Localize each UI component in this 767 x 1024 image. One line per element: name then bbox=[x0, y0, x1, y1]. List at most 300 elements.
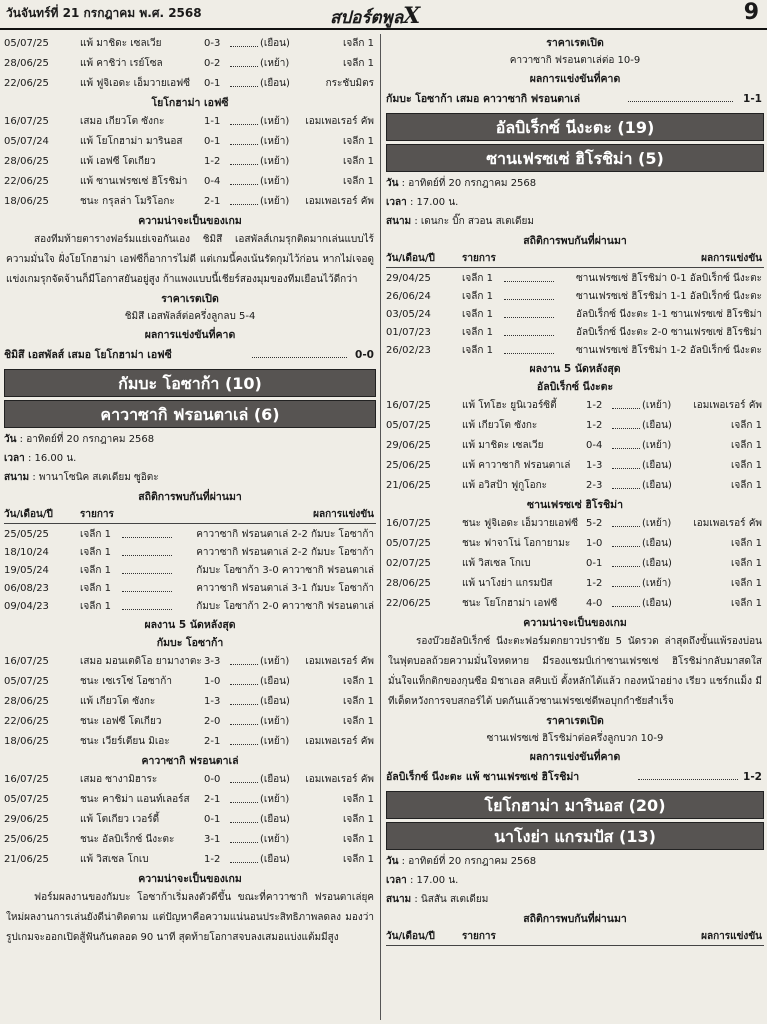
result-row bbox=[4, 192, 376, 212]
issue-date: วันจันทร์ที่ 21 กรกฎาคม พ.ศ. 2568 bbox=[6, 6, 202, 20]
result-venue: (เยือน) bbox=[260, 676, 290, 687]
dot-leader bbox=[628, 93, 733, 102]
team-banner-home: โยโกฮาม่า มารินอส (20) bbox=[386, 791, 764, 819]
dot-leader bbox=[122, 583, 172, 592]
result-row bbox=[386, 476, 764, 496]
result-row bbox=[4, 152, 376, 172]
result-fixture: แพ้ คาชิว่า เรย์โซล bbox=[80, 58, 163, 69]
match-day bbox=[386, 853, 764, 872]
time-label: เวลา bbox=[4, 453, 25, 464]
dot-leader bbox=[230, 854, 258, 863]
result-score: 0-1 bbox=[204, 814, 221, 825]
result-competition: เอมเพอเรอร์ คัพ bbox=[305, 116, 374, 127]
prediction-row bbox=[386, 88, 764, 110]
result-score: 0-4 bbox=[586, 440, 603, 451]
kawasaki-results bbox=[4, 770, 376, 870]
chance-title: ความน่าจะเป็นของเกม bbox=[138, 215, 242, 227]
h2h-header bbox=[386, 250, 764, 268]
dot-leader bbox=[230, 676, 258, 685]
h2h-row bbox=[386, 324, 764, 342]
right-column bbox=[386, 34, 764, 1020]
result-row bbox=[4, 54, 376, 74]
match-time bbox=[386, 872, 764, 891]
prediction2-title: ผลการแข่งขันที่คาด bbox=[529, 751, 621, 763]
dot-leader bbox=[230, 136, 258, 145]
result-venue: (เหย้า) bbox=[260, 136, 290, 147]
dot-leader bbox=[612, 480, 640, 489]
h2h-result: อัลบิเร็กซ์ นีงะตะ 1-1 ซานเฟรซเซ่ ฮิโรชิม่า bbox=[575, 309, 762, 320]
albirex-title: อัลบิเร็กซ์ นีงะตะ bbox=[536, 381, 614, 393]
result-venue: (เยือน) bbox=[642, 538, 672, 549]
h2h-col-result: ผลการแข่งขัน bbox=[313, 509, 374, 520]
result-score: 0-0 bbox=[204, 774, 221, 785]
h2h-competition: เจลีก 1 bbox=[462, 345, 494, 356]
h2h-date: 29/04/25 bbox=[386, 273, 431, 284]
result-competition: เจลีก 1 bbox=[342, 176, 374, 187]
result-competition: เจลีก 1 bbox=[730, 460, 762, 471]
dot-leader bbox=[504, 345, 554, 354]
prediction2-score: 1-2 bbox=[743, 771, 762, 783]
h2h-result: กัมบะ โอซาก้า 3-0 คาวาซากิ ฟรอนตาเล่ bbox=[196, 565, 374, 576]
result-row bbox=[4, 132, 376, 152]
chance-text: สองทีมท้ายตารางฟอร์มแย่เจอกันเอง ชิมิสึ เอสพัลส์เกมรุกติดมากเล่นแบบไร้ความมั่นใจ ฝั่งโยโกฮาม่า เอฟซีก็อาการไม่ดี แต่เกมนี้คงเน้นรัดกุมไว้ก่อน หากไม่เจอดูแข่งเกมรุกจัดจ้านก็มีโอกาสยันอยู่สูง ก้าแพงแบบนี้เชียร์สองมุมของทีมเยือนไว้ดีกว่า bbox=[6, 234, 374, 285]
result-score: 0-1 bbox=[204, 78, 221, 89]
result-date: 29/06/25 bbox=[386, 440, 431, 451]
prediction-title: ผลการแข่งขันที่คาด bbox=[529, 73, 621, 85]
dot-leader bbox=[504, 327, 554, 336]
h2h-competition: เจลีก 1 bbox=[80, 529, 112, 540]
dot-leader bbox=[612, 518, 640, 527]
h2h-row bbox=[386, 270, 764, 288]
dot-leader bbox=[504, 273, 554, 282]
result-competition: เจลีก 1 bbox=[730, 538, 762, 549]
dot-leader bbox=[230, 696, 258, 705]
result-venue: (เหย้า) bbox=[260, 196, 290, 207]
brand-name: สปอร์ตพูล bbox=[330, 8, 404, 28]
dot-leader bbox=[122, 601, 172, 610]
result-venue: (เหย้า) bbox=[642, 578, 672, 589]
result-fixture: แพ้ ซานเฟรซเซ่ ฮิโรชิม่า bbox=[80, 176, 188, 187]
result-date: 16/07/25 bbox=[4, 656, 49, 667]
h2h-date: 26/06/24 bbox=[386, 291, 431, 302]
result-venue: (เหย้า) bbox=[260, 834, 290, 845]
dot-leader bbox=[230, 656, 258, 665]
result-fixture: เสมอ ซางามิฮาระ bbox=[80, 774, 158, 785]
h2h-col-list: รายการ bbox=[80, 509, 114, 520]
result-fixture: เสมอ มอนเตดิโอ ยามางาตะ bbox=[80, 656, 202, 667]
result-competition: เจลีก 1 bbox=[730, 480, 762, 491]
day-label: วัน bbox=[386, 178, 399, 189]
result-date: 22/06/25 bbox=[4, 176, 49, 187]
brand-logo bbox=[330, 3, 420, 29]
result-row bbox=[386, 534, 764, 554]
dot-leader bbox=[230, 78, 258, 87]
result-competition: เจลีก 1 bbox=[730, 598, 762, 609]
result-row bbox=[4, 74, 376, 94]
result-row bbox=[4, 732, 376, 752]
result-venue: (เยือน) bbox=[260, 696, 290, 707]
yokohama-fc-results bbox=[4, 112, 376, 212]
h2h-col-date: วัน/เดือน/ปี bbox=[386, 253, 435, 264]
result-competition: เจลีก 1 bbox=[730, 578, 762, 589]
result-date: 21/06/25 bbox=[4, 854, 49, 865]
result-score: 0-3 bbox=[204, 38, 221, 49]
result-fixture: ชนะ กรุลล่า โมริโอกะ bbox=[80, 196, 175, 207]
h2h-header bbox=[4, 506, 376, 524]
yokohama-fc-title: โยโกฮาม่า เอฟซี bbox=[151, 97, 229, 109]
gamba-results bbox=[4, 652, 376, 752]
result-row bbox=[386, 554, 764, 574]
dot-leader bbox=[612, 538, 640, 547]
day-value: : อาทิตย์ที่ 20 กรกฎาคม 2568 bbox=[401, 856, 537, 867]
result-venue: (เยือน) bbox=[260, 814, 290, 825]
result-score: 2-0 bbox=[204, 716, 221, 727]
h2h-row bbox=[386, 288, 764, 306]
result-venue: (เหย้า) bbox=[260, 58, 290, 69]
result-venue: (เหย้า) bbox=[260, 736, 290, 747]
result-score: 2-1 bbox=[204, 196, 221, 207]
page-number: 9 bbox=[743, 0, 759, 25]
result-competition: เจลีก 1 bbox=[730, 558, 762, 569]
result-score: 2-1 bbox=[204, 736, 221, 747]
prediction-score: 1-1 bbox=[743, 93, 762, 105]
h2h-competition: เจลีก 1 bbox=[462, 291, 494, 302]
h2h-competition: เจลีก 1 bbox=[462, 309, 494, 320]
result-fixture: แพ้ เกียวโต ซังกะ bbox=[462, 420, 538, 431]
h2h-date: 06/08/23 bbox=[4, 583, 49, 594]
result-competition: เอมเพอเรอร์ คัพ bbox=[305, 196, 374, 207]
result-date: 05/07/24 bbox=[4, 136, 49, 147]
result-fixture: แพ้ อวิสป้า ฟูกูโอกะ bbox=[462, 480, 548, 491]
dot-leader bbox=[230, 156, 258, 165]
odds2-title: ราคาเรตเปิด bbox=[546, 715, 604, 727]
match-stadium bbox=[386, 213, 764, 232]
chance2-title: ความน่าจะเป็นของเกม bbox=[138, 873, 242, 885]
result-score: 4-0 bbox=[586, 598, 603, 609]
h2h-result: คาวาซากิ ฟรอนตาเล่ 3-1 กัมบะ โอซาก้า bbox=[196, 583, 374, 594]
result-date: 28/06/25 bbox=[4, 696, 49, 707]
h2h2-title: สถิติการพบกันที่ผ่านมา bbox=[523, 913, 627, 925]
h2h-competition: เจลีก 1 bbox=[80, 601, 112, 612]
result-fixture: ชนะ อัลบิเร็กซ์ นีงะตะ bbox=[80, 834, 175, 845]
result-fixture: แพ้ นาโงย่า แกรมปัส bbox=[462, 578, 553, 589]
h2h-competition: เจลีก 1 bbox=[80, 565, 112, 576]
column-divider bbox=[380, 34, 381, 1020]
result-competition: เจลีก 1 bbox=[342, 696, 374, 707]
result-score: 1-3 bbox=[204, 696, 221, 707]
h2h-col-date: วัน/เดือน/ปี bbox=[4, 509, 53, 520]
h2h-row bbox=[4, 598, 376, 616]
result-venue: (เหย้า) bbox=[260, 116, 290, 127]
last5-title: ผลงาน 5 นัดหลังสุด bbox=[144, 619, 236, 631]
dot-leader bbox=[504, 309, 554, 318]
prediction-title: ผลการแข่งขันที่คาด bbox=[144, 329, 236, 341]
result-row bbox=[4, 172, 376, 192]
match-day bbox=[386, 175, 764, 194]
result-score: 1-3 bbox=[586, 460, 603, 471]
result-venue: (เยือน) bbox=[642, 558, 672, 569]
h2h-date: 25/05/25 bbox=[4, 529, 49, 540]
result-score: 1-2 bbox=[586, 420, 603, 431]
result-fixture: เสมอ เกียวโต ซังกะ bbox=[80, 116, 165, 127]
h2h-competition: เจลีก 1 bbox=[80, 583, 112, 594]
prediction-text: กัมบะ โอซาก้า เสมอ คาวาซากิ ฟรอนตาเล่ bbox=[386, 93, 581, 105]
left-column bbox=[4, 34, 376, 1020]
match-day bbox=[4, 431, 376, 450]
odds-text: คาวาซากิ ฟรอนตาเล่ต่อ 10-9 bbox=[509, 55, 641, 66]
result-venue: (เหย้า) bbox=[642, 400, 672, 411]
stadium-value: : พานาโซนิค สเตเดียม ซูอิตะ bbox=[32, 472, 159, 483]
result-venue: (เหย้า) bbox=[260, 716, 290, 727]
stadium-value: : นิสสัน สเตเดียม bbox=[414, 894, 489, 905]
h2h2-header bbox=[386, 928, 764, 946]
h2h-result: กัมบะ โอซาก้า 2-0 คาวาซากิ ฟรอนตาเล่ bbox=[196, 601, 374, 612]
result-fixture: แพ้ โทโฮะ ยูนิเวอร์ซิตี้ bbox=[462, 400, 557, 411]
odds-text: ชิมิสึ เอสพัลส์ต่อครึ่งลูกลบ 5-4 bbox=[124, 311, 256, 322]
result-fixture: ชนะ ฟาจาโน่ โอกายามะ bbox=[462, 538, 571, 549]
result-fixture: ชนะ เอฟซี โตเกียว bbox=[80, 716, 162, 727]
last5-title: ผลงาน 5 นัดหลังสุด bbox=[529, 363, 621, 375]
result-competition: เจลีก 1 bbox=[342, 38, 374, 49]
prediction-text: ชิมิสึ เอสพัลส์ เสมอ โยโกฮาม่า เอฟซี bbox=[4, 349, 172, 361]
result-date: 16/07/25 bbox=[4, 116, 49, 127]
result-fixture: แพ้ เกียวโต ซังกะ bbox=[80, 696, 156, 707]
result-row bbox=[386, 574, 764, 594]
prev-results-list bbox=[4, 34, 376, 94]
result-row bbox=[386, 436, 764, 456]
time-value: : 16.00 น. bbox=[27, 453, 77, 464]
day-label: วัน bbox=[4, 434, 17, 445]
team-banner-home: กัมบะ โอซาก้า (10) bbox=[4, 369, 376, 397]
h2h-list bbox=[386, 270, 764, 360]
result-venue: (เยือน) bbox=[642, 598, 672, 609]
result-fixture: แพ้ มาชิดะ เซลเวีย bbox=[462, 440, 544, 451]
h2h-result: คาวาซากิ ฟรอนตาเล่ 2-2 กัมบะ โอซาก้า bbox=[196, 529, 374, 540]
result-date: 16/07/25 bbox=[386, 400, 431, 411]
result-venue: (เยือน) bbox=[642, 420, 672, 431]
h2h-col-list: รายการ bbox=[462, 253, 496, 264]
result-date: 29/06/25 bbox=[4, 814, 49, 825]
result-date: 16/07/25 bbox=[4, 774, 49, 785]
odds-title: ราคาเรตเปิด bbox=[546, 37, 604, 49]
time-label: เวลา bbox=[386, 875, 407, 886]
team-banner-away: ซานเฟรซเซ่ ฮิโรชิม่า (5) bbox=[386, 144, 764, 172]
prediction2-text: อัลบิเร็กซ์ นีงะตะ แพ้ ซานเฟรซเซ่ ฮิโรชิม่า bbox=[386, 771, 580, 783]
result-venue: (เหย้า) bbox=[642, 440, 672, 451]
h2h-competition: เจลีก 1 bbox=[462, 273, 494, 284]
result-row bbox=[4, 712, 376, 732]
dot-leader bbox=[230, 176, 258, 185]
result-competition: เจลีก 1 bbox=[342, 676, 374, 687]
result-score: 1-1 bbox=[204, 116, 221, 127]
h2h-title: สถิติการพบกันที่ผ่านมา bbox=[523, 235, 627, 247]
result-venue: (เยือน) bbox=[642, 480, 672, 491]
result-score: 0-4 bbox=[204, 176, 221, 187]
albirex-results bbox=[386, 396, 764, 496]
prediction-score: 0-0 bbox=[355, 349, 374, 361]
h2h-row bbox=[4, 544, 376, 562]
h2h-title: สถิติการพบกันที่ผ่านมา bbox=[138, 491, 242, 503]
stadium-label: สนาม bbox=[386, 216, 412, 227]
dot-leader bbox=[638, 771, 738, 780]
result-score: 1-2 bbox=[204, 854, 221, 865]
dot-leader bbox=[230, 774, 258, 783]
prediction-row bbox=[4, 344, 376, 366]
h2h-result: อัลบิเร็กซ์ นีงะตะ 2-0 ซานเฟรซเซ่ ฮิโรชิม่า bbox=[575, 327, 762, 338]
kawasaki-title: คาวาซากิ ฟรอนตาเล่ bbox=[141, 755, 239, 767]
time-value: : 17.00 น. bbox=[409, 197, 459, 208]
dot-leader bbox=[230, 196, 258, 205]
result-venue: (เยือน) bbox=[260, 854, 290, 865]
match-stadium bbox=[4, 469, 376, 488]
result-date: 05/07/25 bbox=[386, 538, 431, 549]
team-banner-away: นาโงย่า แกรมปัส (13) bbox=[386, 822, 764, 850]
result-row bbox=[4, 850, 376, 870]
h2h-row bbox=[4, 562, 376, 580]
result-row bbox=[4, 790, 376, 810]
dot-leader bbox=[122, 565, 172, 574]
time-value: : 17.00 น. bbox=[409, 875, 459, 886]
result-venue: (เยือน) bbox=[260, 38, 290, 49]
result-fixture: แพ้ วิสเซล โกเบ bbox=[80, 854, 149, 865]
result-date: 05/07/25 bbox=[4, 38, 49, 49]
result-row bbox=[4, 692, 376, 712]
result-fixture: แพ้ เอฟซี โตเกียว bbox=[80, 156, 156, 167]
result-fixture: แพ้ คาวาซากิ ฟรอนตาเล่ bbox=[462, 460, 571, 471]
result-score: 1-2 bbox=[586, 578, 603, 589]
result-row bbox=[4, 830, 376, 850]
result-fixture: แพ้ โยโกฮาม่า มารินอส bbox=[80, 136, 183, 147]
result-date: 16/07/25 bbox=[386, 518, 431, 529]
result-date: 05/07/25 bbox=[4, 794, 49, 805]
result-score: 1-0 bbox=[204, 676, 221, 687]
result-fixture: ชนะ โยโกฮาม่า เอฟซี bbox=[462, 598, 558, 609]
h2h-date: 26/02/23 bbox=[386, 345, 431, 356]
chance-title: ความน่าจะเป็นของเกม bbox=[523, 617, 627, 629]
page-header bbox=[0, 0, 767, 30]
result-venue: (เหย้า) bbox=[260, 176, 290, 187]
time-label: เวลา bbox=[386, 197, 407, 208]
result-date: 28/06/25 bbox=[4, 156, 49, 167]
result-competition: กระชับมิตร bbox=[325, 78, 374, 89]
dot-leader bbox=[252, 349, 347, 358]
result-score: 3-3 bbox=[204, 656, 221, 667]
dot-leader bbox=[612, 420, 640, 429]
result-date: 22/06/25 bbox=[4, 78, 49, 89]
result-competition: เจลีก 1 bbox=[342, 58, 374, 69]
result-fixture: แพ้ วิสเซล โกเบ bbox=[462, 558, 531, 569]
result-fixture: ชนะ เซเรโซ่ โอซาก้า bbox=[80, 676, 172, 687]
chance2-text: ฟอร์มผลงานของกัมบะ โอซาก้าเริ่มลงตัวดีขึ้น ขณะที่คาวาซากิ ฟรอนตาเล่ยุคใหม่ผลงานการเล่นยังดีน่าติดตาม แต่ปัญหาคือความแน่นอนประสิทธิภาพลดลง มองว่ารูปเกมจะออกเปิดสู้ฟันกันตลอด 90 นาที สุดท้ายโอกาสจบลงเสมอแบ่งแต้มมีสูง bbox=[6, 892, 374, 943]
result-score: 3-1 bbox=[204, 834, 221, 845]
result-date: 18/06/25 bbox=[4, 196, 49, 207]
result-venue: (เยือน) bbox=[642, 460, 672, 471]
result-venue: (เหย้า) bbox=[260, 794, 290, 805]
day-label: วัน bbox=[386, 856, 399, 867]
result-competition: เอมเพอเรอร์ คัพ bbox=[693, 518, 762, 529]
sanfrecce-title: ซานเฟรซเซ่ ฮิโรชิม่า bbox=[527, 499, 623, 511]
result-fixture: แพ้ มาชิดะ เซลเวีย bbox=[80, 38, 162, 49]
result-row bbox=[386, 396, 764, 416]
result-fixture: ชนะ คาชิม่า แอนท์เลอร์ส bbox=[80, 794, 190, 805]
result-score: 1-0 bbox=[586, 538, 603, 549]
result-competition: เจลีก 1 bbox=[342, 814, 374, 825]
prediction2-row bbox=[386, 766, 764, 788]
result-row bbox=[386, 456, 764, 476]
h2h-col-result: ผลการแข่งขัน bbox=[701, 931, 762, 942]
result-date: 28/06/25 bbox=[4, 58, 49, 69]
result-competition: เจลีก 1 bbox=[342, 156, 374, 167]
result-date: 22/06/25 bbox=[4, 716, 49, 727]
result-fixture: ชนะ ฟูจิเอดะ เอ็มวายเอฟซี bbox=[462, 518, 578, 529]
result-competition: เอมเพอเรอร์ คัพ bbox=[305, 736, 374, 747]
result-score: 0-1 bbox=[204, 136, 221, 147]
result-date: 05/07/25 bbox=[4, 676, 49, 687]
h2h-date: 09/04/23 bbox=[4, 601, 49, 612]
h2h-col-result: ผลการแข่งขัน bbox=[701, 253, 762, 264]
result-date: 25/06/25 bbox=[4, 834, 49, 845]
result-competition: เอมเพอเรอร์ คัพ bbox=[305, 656, 374, 667]
h2h-row bbox=[4, 580, 376, 598]
result-venue: (เหย้า) bbox=[642, 518, 672, 529]
sanfrecce-results bbox=[386, 514, 764, 614]
h2h-list bbox=[4, 526, 376, 616]
h2h-result: ซานเฟรซเซ่ ฮิโรชิม่า 0-1 อัลบิเร็กซ์ นีงะตะ bbox=[575, 273, 762, 284]
dot-leader bbox=[230, 116, 258, 125]
dot-leader bbox=[122, 547, 172, 556]
h2h-row bbox=[4, 526, 376, 544]
result-date: 25/06/25 bbox=[386, 460, 431, 471]
result-competition: เจลีก 1 bbox=[730, 420, 762, 431]
match-stadium bbox=[386, 891, 764, 910]
result-row bbox=[386, 594, 764, 614]
result-fixture: แพ้ โตเกียว เวอร์ดี้ bbox=[80, 814, 160, 825]
odds-title: ราคาเรตเปิด bbox=[161, 293, 219, 305]
result-competition: เจลีก 1 bbox=[342, 834, 374, 845]
dot-leader bbox=[230, 736, 258, 745]
result-row bbox=[4, 34, 376, 54]
result-row bbox=[4, 652, 376, 672]
result-score: 2-3 bbox=[586, 480, 603, 491]
dot-leader bbox=[230, 58, 258, 67]
result-row bbox=[386, 416, 764, 436]
dot-leader bbox=[612, 598, 640, 607]
result-date: 22/06/25 bbox=[386, 598, 431, 609]
result-competition: เจลีก 1 bbox=[342, 136, 374, 147]
odds2-text: ซานเฟรซเซ่ ฮิโรชิม่าต่อครึ่งลูกบวก 10-9 bbox=[486, 733, 664, 744]
result-venue: (เหย้า) bbox=[260, 656, 290, 667]
dot-leader bbox=[504, 291, 554, 300]
h2h-col-date: วัน/เดือน/ปี bbox=[386, 931, 435, 942]
team-banner-away: คาวาซากิ ฟรอนตาเล่ (6) bbox=[4, 400, 376, 428]
result-score: 5-2 bbox=[586, 518, 603, 529]
team-banner-home: อัลบิเร็กซ์ นีงะตะ (19) bbox=[386, 113, 764, 141]
dot-leader bbox=[612, 440, 640, 449]
h2h-date: 19/05/24 bbox=[4, 565, 49, 576]
result-venue: (เยือน) bbox=[260, 78, 290, 89]
h2h-date: 03/05/24 bbox=[386, 309, 431, 320]
day-value: : อาทิตย์ที่ 20 กรกฎาคม 2568 bbox=[19, 434, 155, 445]
h2h-competition: เจลีก 1 bbox=[462, 327, 494, 338]
result-date: 21/06/25 bbox=[386, 480, 431, 491]
dot-leader bbox=[612, 460, 640, 469]
result-date: 28/06/25 bbox=[386, 578, 431, 589]
h2h-row bbox=[386, 306, 764, 324]
gamba-title: กัมบะ โอซาก้า bbox=[156, 637, 224, 649]
h2h-result: คาวาซากิ ฟรอนตาเล่ 2-2 กัมบะ โอซาก้า bbox=[196, 547, 374, 558]
result-fixture: แพ้ ฟูจิเอดะ เอ็มวายเอฟซี bbox=[80, 78, 191, 89]
result-row bbox=[4, 112, 376, 132]
